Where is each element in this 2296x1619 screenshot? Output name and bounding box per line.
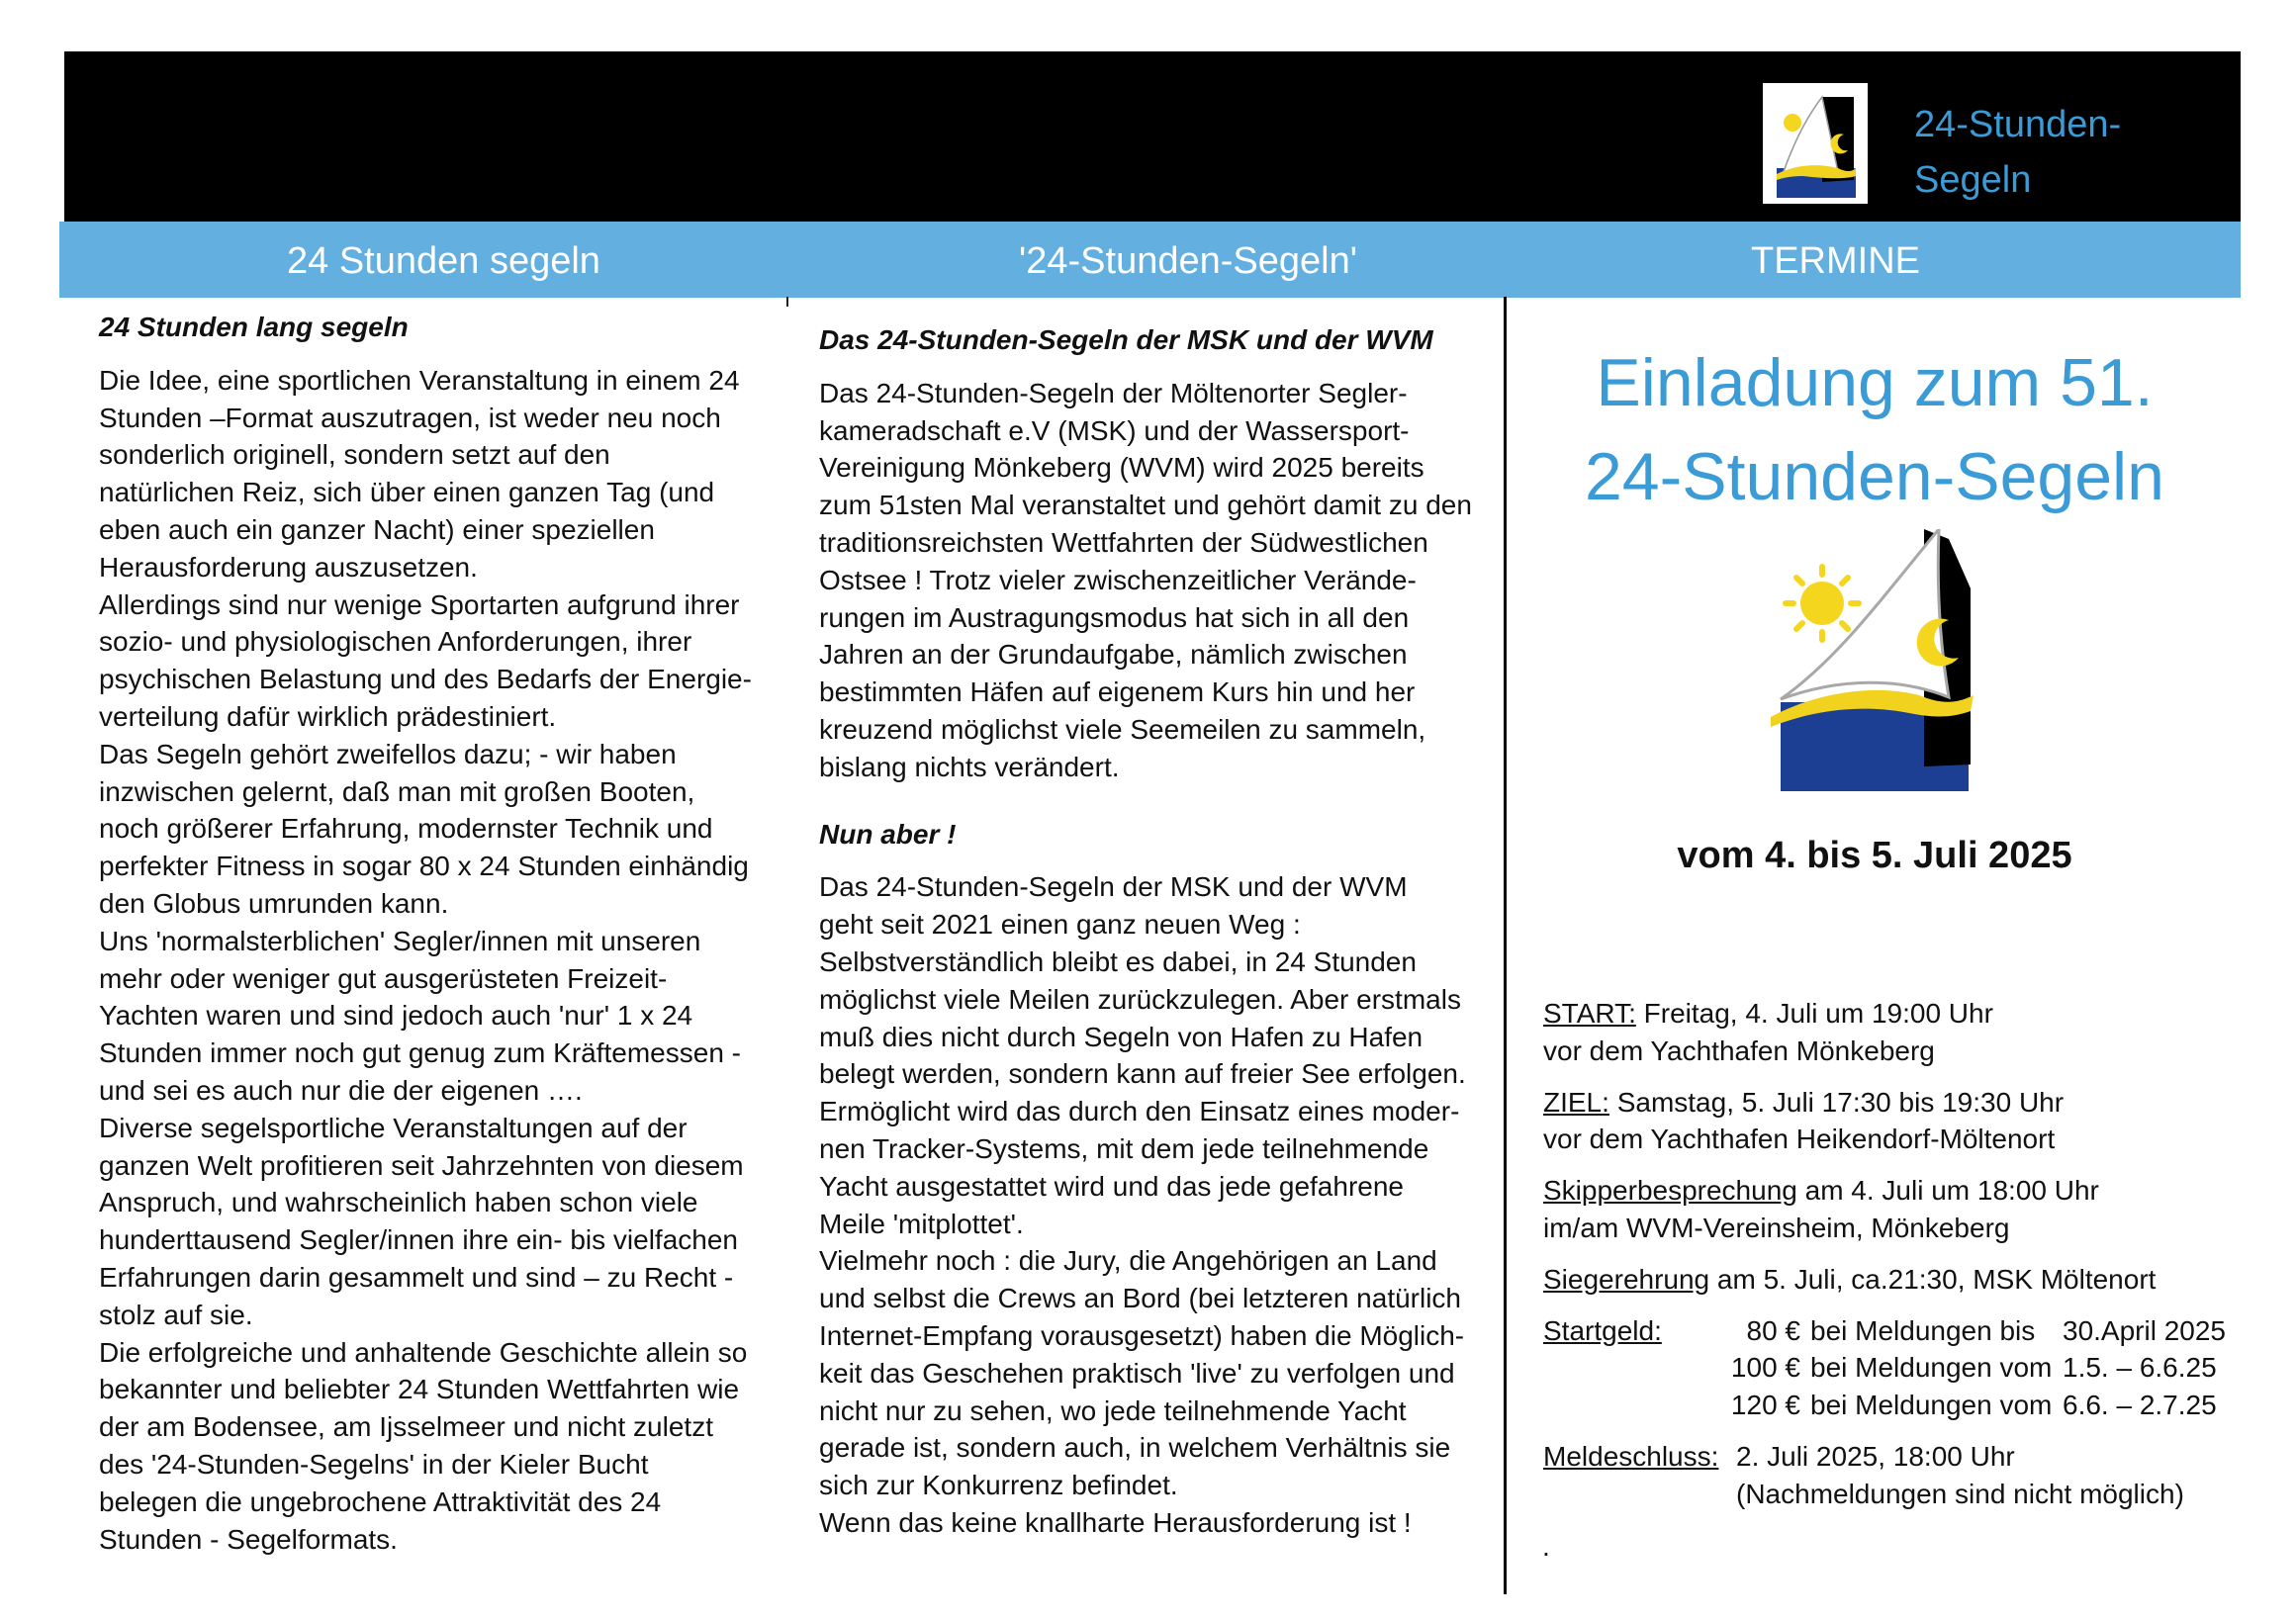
- fees-info: [1543, 1312, 2236, 1424]
- text-line: geht seit 2021 einen ganz neuen Weg :: [819, 909, 1301, 941]
- text-line: mehr oder weniger gut ausgerüsteten Freizeit-: [99, 962, 668, 994]
- text-line: Erfahrungen darin gesammelt und sind – zu Recht -: [99, 1261, 734, 1293]
- fee-amount: 120 €: [1730, 1390, 1800, 1421]
- fee-row: [1543, 1349, 2236, 1387]
- text-line: Uns 'normalsterblichen' Segler/innen mit unseren: [99, 925, 701, 956]
- fee-date: 1.5. – 6.6.25: [2063, 1352, 2217, 1384]
- fee-amount: 100 €: [1730, 1352, 1800, 1384]
- text-line: belegt werden, sondern kann auf freier See erfolgen.: [819, 1058, 1466, 1090]
- column-about: [819, 321, 1502, 1542]
- text-line: perfekter Fitness in sogar 80 x 24 Stunden einhändig: [99, 851, 749, 882]
- ziel-label: ZIEL:: [1543, 1086, 1609, 1118]
- sailing-emblem-icon: [1751, 529, 1998, 792]
- text-line: inzwischen gelernt, daß man mit großen Booten,: [99, 775, 695, 807]
- start-location: vor dem Yachthafen Mönkeberg: [1543, 1034, 1935, 1066]
- fee-text: bei Meldungen bis: [1810, 1314, 2036, 1346]
- band-label-termine: TERMINE: [1751, 240, 1920, 282]
- text-line: natürlichen Reiz, sich über einen ganzen Tag (und: [99, 477, 715, 508]
- startgeld-label: Startgeld:: [1543, 1314, 1662, 1346]
- text-line: Vereinigung Mönkeberg (WVM) wird 2025 bereits: [819, 452, 1424, 484]
- text-line: Anspruch, und wahrscheinlich haben schon viele: [99, 1187, 698, 1218]
- event-date: vom 4. bis 5. Juli 2025: [1677, 835, 2072, 876]
- column-intro: [99, 309, 781, 1558]
- brand-title: 24-Stunden- Segeln: [1914, 104, 2122, 201]
- text-line: noch größerer Erfahrung, modernster Technik und: [99, 813, 713, 845]
- text-line: muß dies nicht durch Segeln von Hafen zu Hafen: [819, 1021, 1424, 1052]
- finish-info: [1543, 1084, 2236, 1159]
- invitation-title: Einladung zum 51. 24-Stunden-Segeln: [1584, 345, 2164, 514]
- text-line: Vielmehr noch : die Jury, die Angehörigen an Land: [819, 1245, 1437, 1277]
- fee-date: 30.April 2025: [2063, 1314, 2227, 1346]
- text-line: und selbst die Crews an Bord (bei letzteren natürlich: [819, 1283, 1462, 1314]
- event-details: [1543, 995, 2236, 1527]
- meldeschluss-text: 2. Juli 2025, 18:00 Uhr: [1736, 1440, 2015, 1472]
- col2-heading-1: Das 24-Stunden-Segeln der MSK und der WVM: [819, 324, 1433, 355]
- sieger-text: am 5. Juli, ca.21:30, MSK Möltenort: [1709, 1263, 2157, 1295]
- col2-heading-2: Nun aber !: [819, 818, 957, 850]
- text-line: sich zur Konkurrenz befindet.: [819, 1470, 1178, 1501]
- text-line: Das Segeln gehört zweifellos dazu; - wir haben: [99, 738, 677, 769]
- text-line: Jahren an der Grundaufgabe, nämlich zwischen: [819, 639, 1408, 671]
- column-tick: [786, 297, 788, 307]
- col1-body: [99, 362, 781, 1559]
- text-line: rungen im Austragungsmodus hat sich in all den: [819, 601, 1410, 633]
- text-line: Yachten waren und sind jedoch auch 'nur' 1 x 24: [99, 1000, 693, 1032]
- text-line: kreuzend möglichst viele Seemeilen zu sammeln,: [819, 713, 1426, 745]
- text-line: des '24-Stunden-Segelns' in der Kieler Bucht: [99, 1448, 649, 1480]
- text-line: traditionsreichsten Wettfahrten der Südwestlichen: [819, 526, 1428, 558]
- column-divider: [1504, 297, 1507, 1594]
- meldeschluss-label: Meldeschluss:: [1543, 1440, 1719, 1472]
- text-line: Ermöglicht wird das durch den Einsatz eines moder-: [819, 1096, 1460, 1127]
- fee-amount: 80 €: [1746, 1314, 1800, 1346]
- text-line: Wenn das keine knallharte Herausforderung ist !: [819, 1506, 1412, 1538]
- text-line: Yacht ausgestattet wird und das jede gefahrene: [819, 1170, 1404, 1202]
- fee-text: bei Meldungen vom: [1810, 1352, 2053, 1384]
- text-line: nicht nur zu sehen, wo jede teilnehmende Yacht: [819, 1394, 1407, 1426]
- text-line: nen Tracker-Systems, mit dem jede teilnehmende: [819, 1132, 1429, 1164]
- text-line: möglichst viele Meilen zurückzulegen. Aber erstmals: [819, 983, 1461, 1015]
- awards-info: [1543, 1261, 2236, 1299]
- text-line: verteilung dafür wirklich prädestiniert.: [99, 700, 557, 732]
- sailing-logo-icon: [1763, 83, 1868, 204]
- start-info: [1543, 995, 2236, 1070]
- text-line: bestimmten Häfen auf eigenem Kurs hin und her: [819, 676, 1416, 708]
- skipper-info: [1543, 1172, 2236, 1247]
- text-line: Das 24-Stunden-Segeln der Möltenorter Segler-: [819, 377, 1408, 408]
- text-line: zum 51sten Mal veranstaltet und gehört damit zu den: [819, 490, 1472, 521]
- skipper-location: im/am WVM-Vereinsheim, Mönkeberg: [1543, 1212, 2010, 1243]
- text-line: Selbstverständlich bleibt es dabei, in 24 Stunden: [819, 945, 1417, 977]
- sieger-label: Siegerehrung: [1543, 1263, 1710, 1295]
- col2-paragraph-1: [819, 375, 1502, 786]
- text-line: keit das Geschehen praktisch 'live' zu verfolgen und: [819, 1357, 1455, 1389]
- text-line: belegen die ungebrochene Attraktivität des 24: [99, 1485, 662, 1517]
- text-line: Internet-Empfang vorausgesetzt) haben die Möglich-: [819, 1319, 1465, 1351]
- fee-text: bei Meldungen vom: [1810, 1390, 2053, 1421]
- col1-heading: 24 Stunden lang segeln: [99, 312, 409, 342]
- fee-date: 6.6. – 2.7.25: [2063, 1390, 2217, 1421]
- text-line: der am Bodensee, am Ijsselmeer und nicht zuletzt: [99, 1411, 713, 1443]
- text-line: Allerdings sind nur wenige Sportarten aufgrund ihrer: [99, 588, 740, 620]
- skipper-label: Skipperbesprechung: [1543, 1175, 1797, 1207]
- text-line: Die erfolgreiche und anhaltende Geschichte allein so: [99, 1336, 748, 1368]
- text-line: eben auch ein ganzer Nacht) einer speziellen: [99, 513, 655, 545]
- text-line: Ostsee ! Trotz vieler zwischenzeitlicher Verände-: [819, 564, 1417, 595]
- text-line: Stunden immer noch gut genug zum Kräftemessen -: [99, 1037, 742, 1069]
- text-line: sozio- und physiologischen Anforderungen, ihrer: [99, 626, 692, 658]
- text-line: Das 24-Stunden-Segeln der MSK und der WVM: [819, 871, 1408, 903]
- text-line: Meile 'mitplottet'.: [819, 1208, 1024, 1239]
- band-label-col2: '24-Stunden-Segeln': [1019, 240, 1357, 282]
- text-line: hunderttausend Segler/innen ihre ein- bis vielfachen: [99, 1224, 738, 1256]
- text-line: den Globus umrunden kann.: [99, 887, 449, 919]
- text-line: psychischen Belastung und des Bedarfs der Energie-: [99, 664, 752, 695]
- text-line: Herausforderung auszusetzen.: [99, 551, 478, 583]
- fee-row: [1543, 1387, 2236, 1424]
- trailing-dot: .: [1542, 1531, 1550, 1562]
- text-line: Diverse segelsportliche Veranstaltungen auf der: [99, 1112, 688, 1143]
- skipper-text: am 4. Juli um 18:00 Uhr: [1796, 1175, 2099, 1207]
- ziel-location: vor dem Yachthafen Heikendorf-Möltenort: [1543, 1124, 2056, 1155]
- text-line: kameradschaft e.V (MSK) und der Wassersport-: [819, 414, 1410, 446]
- text-line: stolz auf sie.: [99, 1299, 253, 1330]
- text-line: Die Idee, eine sportlichen Veranstaltung in einem 24: [99, 364, 740, 396]
- text-line: Stunden –Format auszutragen, ist weder neu noch: [99, 402, 721, 433]
- ziel-text: Samstag, 5. Juli 17:30 bis 19:30 Uhr: [1608, 1086, 2065, 1118]
- fee-row: [1543, 1312, 2236, 1350]
- text-line: gerade ist, sondern auch, in welchem Verhältnis sie: [819, 1432, 1451, 1464]
- band-label-col1: 24 Stunden segeln: [287, 240, 600, 282]
- text-line: sonderlich originell, sondern setzt auf den: [99, 439, 610, 471]
- start-label: START:: [1543, 998, 1636, 1029]
- start-text: Freitag, 4. Juli um 19:00 Uhr: [1635, 998, 1993, 1029]
- deadline-info: [1543, 1438, 2236, 1513]
- text-line: Stunden - Segelformats.: [99, 1523, 398, 1555]
- text-line: bislang nichts verändert.: [819, 751, 1120, 782]
- text-line: ganzen Welt profitieren seit Jahrzehnten von diesem: [99, 1149, 744, 1181]
- col2-paragraph-2: [819, 868, 1502, 1541]
- meldeschluss-note: (Nachmeldungen sind nicht möglich): [1736, 1478, 2184, 1509]
- text-line: bekannter und beliebter 24 Stunden Wettfahrten wie: [99, 1374, 740, 1405]
- text-line: und sei es auch nur die der eigenen ….: [99, 1074, 583, 1106]
